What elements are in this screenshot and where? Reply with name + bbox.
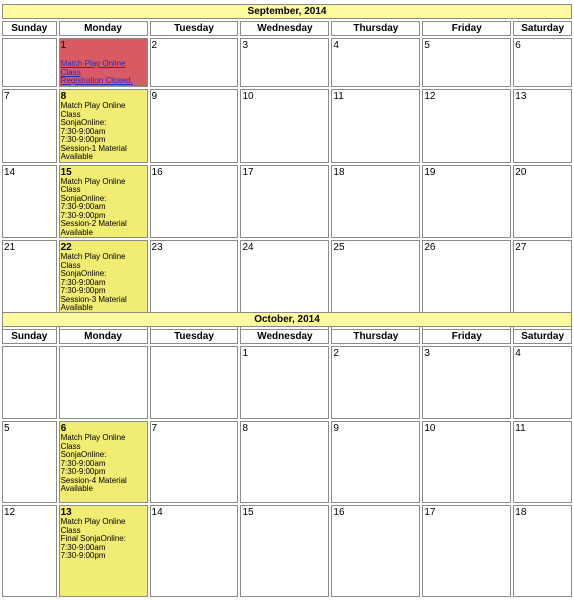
event-line: 7:30-9:00am — [60, 277, 106, 287]
day-number: 17 — [242, 166, 254, 178]
day-cell-oct-18 — [513, 505, 572, 597]
day-cell-oct-2 — [331, 346, 420, 419]
event-line: Available — [60, 152, 93, 161]
day-cell-sep-2 — [150, 38, 239, 87]
day-number: 7 — [4, 91, 10, 102]
event-line: 7:30-9:00am — [60, 126, 106, 136]
day-cell-empty — [2, 346, 57, 419]
day-cell-sep-27 — [513, 240, 572, 315]
day-number: 9 — [333, 423, 339, 434]
day-cell-sep-26 — [422, 240, 511, 315]
day-number: 3 — [242, 40, 249, 51]
day-cell-oct-16 — [331, 505, 420, 597]
day-cell-oct-3 — [422, 346, 511, 419]
day-cell-oct-8 — [240, 421, 329, 503]
day-number: 26 — [424, 242, 436, 253]
day-cell-sep-10 — [240, 89, 329, 163]
october-table — [0, 310, 574, 599]
day-cell-oct-11 — [513, 421, 572, 503]
event-line: SonjaOnline: — [60, 118, 107, 127]
day-number: 5 — [424, 40, 430, 51]
weekday-tuesday: Tuesday — [150, 329, 239, 344]
day-cell-sep-6 — [513, 38, 572, 87]
day-cell-oct-9 — [331, 421, 420, 503]
day-number: 12 — [4, 507, 16, 518]
day-number: 6 — [515, 40, 521, 51]
day-cell-sep-21 — [2, 240, 57, 315]
event-line: 7:30-9:00am — [60, 542, 106, 552]
september-calendar — [0, 2, 574, 333]
weekday-saturday: Saturday — [513, 21, 572, 36]
day-number: 16 — [333, 507, 345, 518]
event-line: Available — [60, 303, 93, 312]
weekday-sunday: Sunday — [2, 329, 57, 344]
event-line: Session-1 Material — [60, 143, 127, 153]
event-line: Session-2 Material — [60, 219, 127, 228]
event-line: Available — [60, 484, 93, 493]
day-cell-sep-19 — [422, 165, 511, 239]
day-number: 14 — [4, 166, 16, 178]
event-line: Match Play Online Class — [60, 101, 126, 119]
day-cell-sep-22 — [59, 240, 148, 315]
day-number: 2 — [333, 348, 339, 359]
event-link-line: Match Play Online Class — [60, 59, 126, 77]
day-number: 8 — [60, 91, 67, 102]
day-cell-sep-24 — [240, 240, 329, 315]
day-cell-sep-1 — [59, 38, 148, 87]
day-cell-oct-10 — [422, 421, 511, 503]
day-cell-sep-12 — [422, 89, 511, 163]
day-number: 15 — [242, 507, 254, 518]
day-number: 23 — [151, 242, 163, 253]
day-number: 10 — [242, 91, 254, 102]
day-number: 18 — [333, 166, 345, 178]
day-number: 21 — [4, 242, 16, 253]
day-cell-sep-11 — [331, 89, 420, 163]
day-number: 6 — [60, 423, 67, 434]
day-cell-oct-5 — [2, 421, 57, 503]
day-cell-sep-9 — [150, 89, 239, 163]
event-line: Available — [60, 227, 93, 237]
day-number: 7 — [151, 423, 158, 434]
event-line: SonjaOnline: — [60, 193, 107, 203]
month-title-october: October, 2014 — [2, 312, 572, 327]
event-link-line: Registration Closed. — [60, 76, 133, 85]
weekday-saturday: Saturday — [513, 329, 572, 344]
day-cell-oct-6 — [59, 421, 148, 503]
day-cell-sep-17 — [240, 165, 329, 239]
event-line: 7:30-9:00pm — [60, 286, 106, 295]
day-cell-sep-18 — [331, 165, 420, 239]
day-number: 20 — [515, 166, 527, 178]
event-line: 7:30-9:00pm — [60, 135, 106, 144]
day-number: 11 — [333, 91, 344, 102]
event-line: 7:30-9:00pm — [60, 551, 106, 560]
event-line: SonjaOnline: — [60, 269, 107, 278]
weekday-tuesday: Tuesday — [150, 21, 239, 36]
day-cell-oct-13 — [59, 505, 148, 597]
october-calendar — [0, 310, 574, 599]
weekday-monday: Monday — [59, 21, 148, 36]
weekday-thursday: Thursday — [331, 21, 420, 36]
day-number: 2 — [151, 40, 158, 51]
day-number: 13 — [515, 91, 527, 102]
event-line: Session-3 Material — [60, 294, 127, 304]
weekday-thursday: Thursday — [331, 329, 420, 344]
day-number: 3 — [424, 348, 430, 359]
september-table — [0, 2, 574, 333]
day-number: 12 — [424, 91, 436, 102]
day-number: 4 — [333, 40, 339, 51]
weekday-wednesday: Wednesday — [240, 329, 329, 344]
day-cell-oct-14 — [150, 505, 239, 597]
day-number: 10 — [424, 423, 436, 434]
weekday-friday: Friday — [422, 21, 511, 36]
weekday-friday: Friday — [422, 329, 511, 344]
day-cell-sep-8 — [59, 89, 148, 163]
day-cell-sep-4 — [331, 38, 420, 87]
day-cell-oct-7 — [150, 421, 239, 503]
day-number: 18 — [515, 507, 527, 518]
day-cell-sep-16 — [150, 165, 239, 239]
day-number: 17 — [424, 507, 436, 518]
weekday-wednesday: Wednesday — [240, 21, 329, 36]
day-cell-sep-7 — [2, 89, 57, 163]
event-line: Match Play Online Class — [60, 433, 126, 451]
day-number: 24 — [242, 242, 254, 253]
day-number: 14 — [151, 507, 163, 518]
day-cell-oct-17 — [422, 505, 511, 597]
day-cell-sep-25 — [331, 240, 420, 315]
event-line: SonjaOnline: — [60, 450, 107, 459]
event-line: Match Play Online Class — [60, 252, 126, 270]
day-number: 22 — [60, 242, 72, 253]
day-cell-sep-5 — [422, 38, 511, 87]
day-number: 15 — [60, 166, 72, 178]
day-number: 8 — [242, 423, 249, 434]
event-line: 7:30-9:00am — [60, 458, 106, 468]
day-cell-empty — [150, 346, 239, 419]
month-title-september: September, 2014 — [2, 4, 572, 19]
day-number: 25 — [333, 242, 345, 253]
day-number: 27 — [515, 242, 527, 253]
day-cell-empty — [2, 38, 57, 87]
day-number: 19 — [424, 166, 436, 178]
day-cell-sep-14 — [2, 165, 57, 239]
day-number: 1 — [242, 348, 249, 359]
day-number: 1 — [60, 40, 67, 51]
day-number: 5 — [4, 423, 10, 434]
day-cell-sep-13 — [513, 89, 572, 163]
day-number: 13 — [60, 507, 72, 518]
day-cell-oct-1 — [240, 346, 329, 419]
day-number: 4 — [515, 348, 521, 359]
day-cell-oct-12 — [2, 505, 57, 597]
event-line: 7:30-9:00pm — [60, 210, 106, 220]
day-cell-empty — [59, 346, 148, 419]
registration-closed-link[interactable] — [61, 60, 147, 86]
weekday-monday: Monday — [59, 329, 148, 344]
day-cell-oct-15 — [240, 505, 329, 597]
day-cell-sep-20 — [513, 165, 572, 239]
day-cell-oct-4 — [513, 346, 572, 419]
weekday-sunday: Sunday — [2, 21, 57, 36]
event-line: Match Play Online Class — [60, 176, 126, 194]
day-cell-sep-3 — [240, 38, 329, 87]
event-line: Session-4 Material — [60, 475, 127, 485]
event-line: 7:30-9:00am — [60, 202, 106, 211]
day-number: 16 — [151, 166, 163, 178]
day-number: 11 — [515, 423, 526, 434]
day-cell-sep-15 — [59, 165, 148, 239]
day-cell-sep-23 — [150, 240, 239, 315]
event-line: 7:30-9:00pm — [60, 467, 106, 476]
day-number: 9 — [151, 91, 158, 102]
event-line: Final SonjaOnline: — [60, 534, 126, 543]
event-line: Match Play Online Class — [60, 517, 126, 535]
